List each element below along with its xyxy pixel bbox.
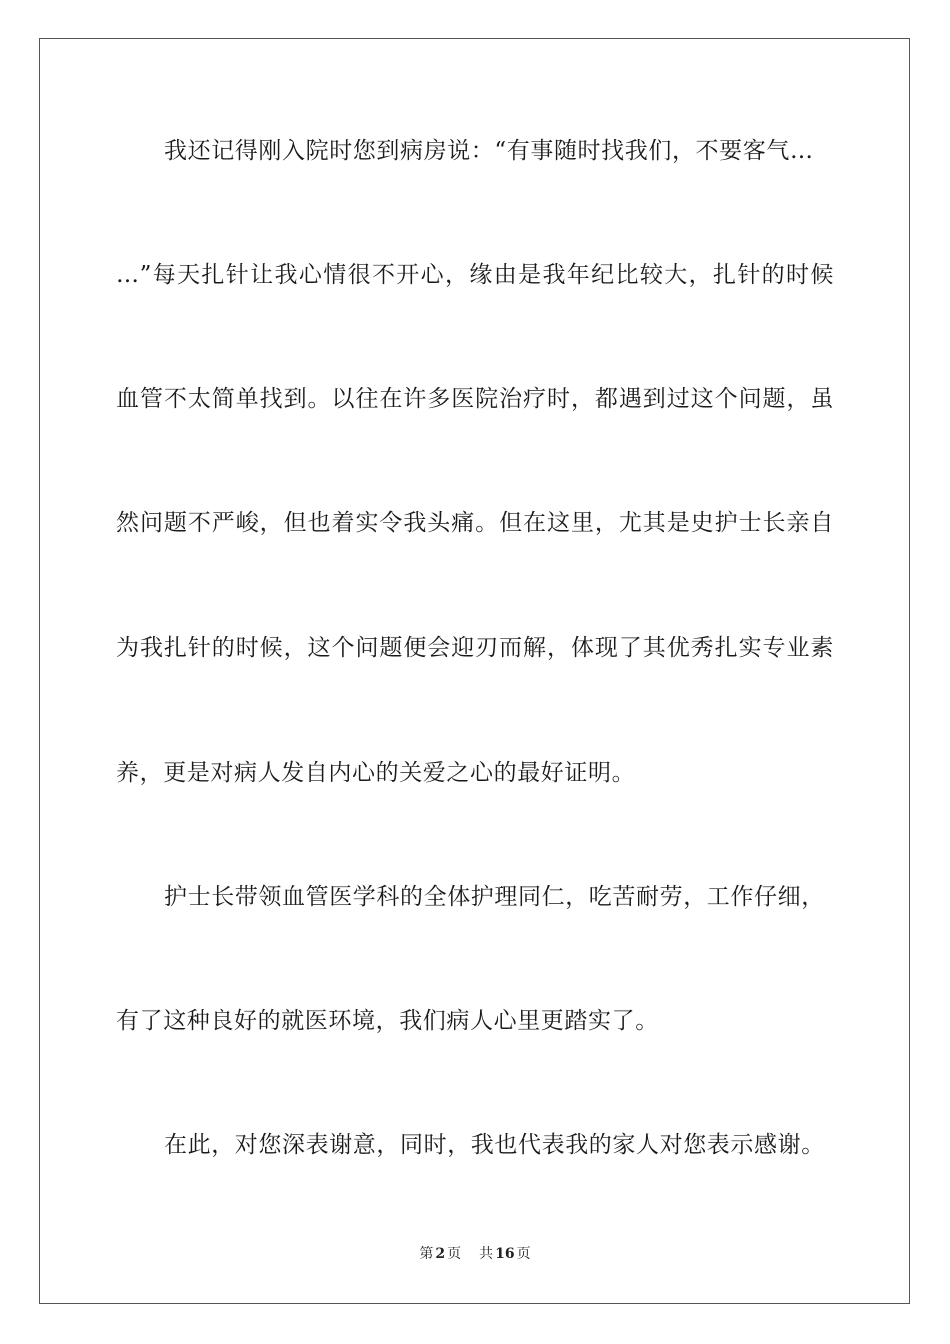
page-footer bbox=[0, 1245, 950, 1263]
paragraph-1-line-6: 养，更是对病人发自内心的关爱之心的最好证明。 bbox=[116, 760, 636, 786]
paragraph-2-line-1: 护士长带领血管医学科的全体护理同仁，吃苦耐劳，工作仔细， bbox=[164, 884, 825, 910]
paragraph-1-line-3: 血管不太简单找到。以往在许多医院治疗时，都遇到过这个问题，虽 bbox=[116, 386, 834, 412]
paragraph-2-line-2: 有了这种良好的就医环境，我们病人心里更踏实了。 bbox=[116, 1008, 659, 1034]
total-pages-suffix: 页 bbox=[516, 1246, 531, 1262]
paragraph-1-line-1: 我还记得刚入院时您到病房说：“有事随时找我们，不要客气… bbox=[164, 138, 814, 164]
paragraph-3-line-1: 在此，对您深表谢意，同时，我也代表我的家人对您表示感谢。 bbox=[164, 1132, 825, 1158]
page-number: 2 bbox=[435, 1246, 446, 1262]
paragraph-1-line-2: …”每天扎针让我心情很不开心，缘由是我年纪比较大，扎针的时候 bbox=[116, 262, 834, 288]
total-pages: 16 bbox=[495, 1246, 515, 1262]
page-number-suffix: 页 bbox=[447, 1246, 462, 1262]
page-number-prefix: 第 bbox=[419, 1246, 434, 1262]
paragraph-1-line-4: 然问题不严峻，但也着实令我头痛。但在这里，尤其是史护士长亲自 bbox=[116, 510, 834, 536]
paragraph-1-line-5: 为我扎针的时候，这个问题便会迎刃而解，体现了其优秀扎实专业素 bbox=[116, 635, 834, 661]
page-frame bbox=[39, 38, 910, 1304]
total-pages-prefix: 共 bbox=[479, 1246, 494, 1262]
